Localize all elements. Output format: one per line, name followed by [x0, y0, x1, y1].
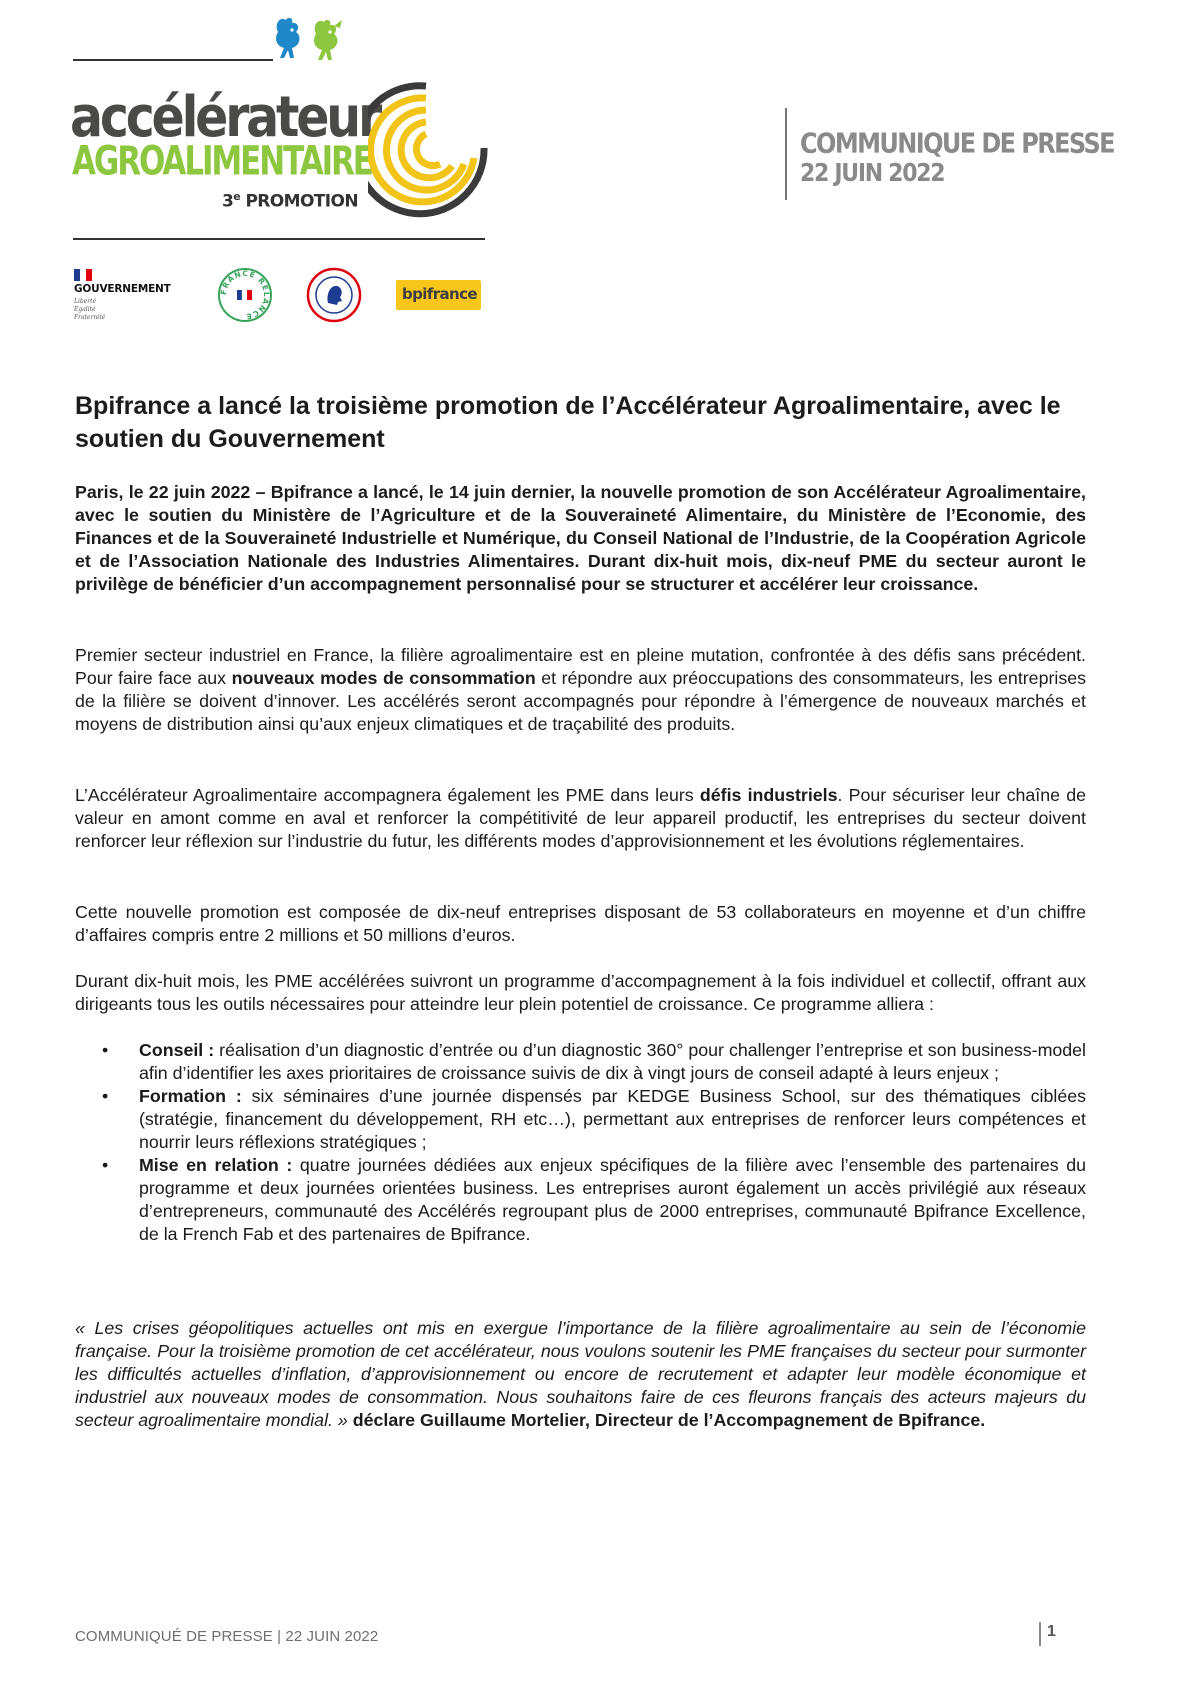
gouvernement-label: GOUVERNEMENT [74, 283, 171, 295]
logo-agroalimentaire: AGROALIMENTAIRE [72, 138, 372, 185]
spiral-emblem-icon [368, 78, 488, 228]
france-relance-logo [217, 267, 273, 323]
press-date: 22 JUIN 2022 [800, 159, 945, 188]
marianne-investir-avenir-logo [306, 267, 362, 323]
footer-text: COMMUNIQUÉ DE PRESSE | 22 JUIN 2022 [75, 1628, 379, 1645]
press-divider [785, 108, 787, 200]
logo-rule-top [73, 59, 273, 61]
quote-block: « Les crises géopolitiques actuelles ont mis en exergue l’importance de la filière agroalimentaire au sein de l’économie française. Pour la troisième promotion de cet accélérateur, nous voulons soutenir les PME françaises du secteur pour surmonter les difficultés actuelles d’inflation, d’approvisionnement ou encore de recrutement et adapter leur modèle économique et industriel aux nouveaux modes de consommation. Nous souhaitons faire de ces fleurons français des acteurs majeurs du secteur agroalimentaire mondial. » déclare Guillaume Mortelier, Directeur de l’Accompagnement de Bpifrance. [75, 1318, 1086, 1430]
press-title: COMMUNIQUE DE PRESSE [800, 127, 1114, 160]
logo-promotion: 3e PROMOTION [222, 190, 359, 212]
green-rooster-icon [314, 20, 342, 60]
bpifrance-logo: bpifrance [396, 280, 481, 310]
bullet-icon: • [102, 1155, 109, 1175]
gouvernement-motto: Liberté Égalité Fraternité [74, 298, 106, 321]
french-flag-icon [74, 268, 92, 280]
list-item: • Formation : six séminaires d’une journée dispensés par KEDGE Business School, sur des thématiques ciblées (stratégie, financement du développement, RH etc…), permettant aux entreprises de renforcer leurs compétences et nourrir leurs réflexions stratégiques ; [102, 1086, 1086, 1152]
bullet-icon: • [102, 1040, 109, 1060]
blue-rooster-icon [276, 18, 299, 58]
bullet-icon: • [102, 1086, 109, 1106]
paragraph-defis: L’Accélérateur Agroalimentaire accompagnera également les PME dans leurs défis industriels. Pour sécuriser leur chaîne de valeur en amont comme en aval et renforcer la compétitivité de leur appareil productif, les entreprises du secteur doivent renforcer leur réflexion sur l’industrie du futur, les différents modes d’approvisionnement et les évolutions réglementaires. [75, 785, 1086, 851]
paragraph-consommation: Premier secteur industriel en France, la filière agroalimentaire est en pleine mutation, confrontée à des défis sans précédent. Pour faire face aux nouveaux modes de consommation et répondre aux préoccupations des consommateurs, les entreprises de la filière se doivent d’innover. Les accélérés seront accompagnés pour répondre à l’émergence de nouveaux marchés et moyens de distribution ainsi qu’aux enjeux climatiques et de traçabilité des produits. [75, 645, 1086, 734]
paragraph-programme: Durant dix-huit mois, les PME accélérées suivront un programme d’accompagnement à la fois individuel et collectif, offrant aux dirigeants tous les outils nécessaires pour atteindre leur plein potentiel de croissance. Ce programme alliera : [75, 971, 1086, 1014]
lead-paragraph: Paris, le 22 juin 2022 – Bpifrance a lancé, le 14 juin dernier, la nouvelle promotion de son Accélérateur Agroalimentaire, avec le soutien du Ministère de l’Agriculture et de la Souveraineté Alimentaire, du Ministère de l’Economie, des Finances et de la Souveraineté Industrielle et Numérique, du Conseil National de l’Industrie, de la Coopération Agricole et de l’Association Nationale des Industries Alimentaires. Durant dix-huit mois, dix-neuf PME du secteur auront le privilège de bénéficier d’un accompagnement personnalisé pour se structurer et accélérer leur croissance. [75, 482, 1086, 594]
footer-divider [1039, 1622, 1041, 1646]
list-item: • Conseil : réalisation d’un diagnostic d’entrée ou d’un diagnostic 360° pour challenger l’entreprise et son business-model afin d’identifier les axes prioritaires de croissance suivis de dix à vingt jours de conseil adapté à leurs enjeux ; [102, 1040, 1087, 1083]
logo-accelerateur: accélérateur [70, 84, 379, 150]
svg-text:FRANCE RELANCE: FRANCE RELANCE [218, 268, 272, 322]
page-headline: Bpifrance a lancé la troisième promotion de l’Accélérateur Agroalimentaire, avec le soutien du Gouvernement [75, 392, 1061, 453]
rooster-icons [272, 14, 362, 64]
gouvernement-logo [74, 264, 184, 330]
page-number: 1 [1047, 1623, 1056, 1640]
logo-rule-bottom [73, 238, 485, 240]
paragraph-promotion: Cette nouvelle promotion est composée de dix-neuf entreprises disposant de 53 collaborateurs en moyenne et d’un chiffre d’affaires compris entre 2 millions et 50 millions d’euros. [75, 902, 1086, 945]
programme-list [100, 1039, 1086, 1246]
list-item: • Mise en relation : quatre journées dédiées aux enjeux spécifiques de la filière avec l’ensemble des partenaires du programme et deux journées orientées business. Les entreprises auront également un accès privilégié aux réseaux d’entrepreneurs, communauté des Accélérés regroupant plus de 2000 entreprises, communauté Bpifrance Excellence, de la French Fab et des partenaires de Bpifrance. [102, 1155, 1086, 1244]
